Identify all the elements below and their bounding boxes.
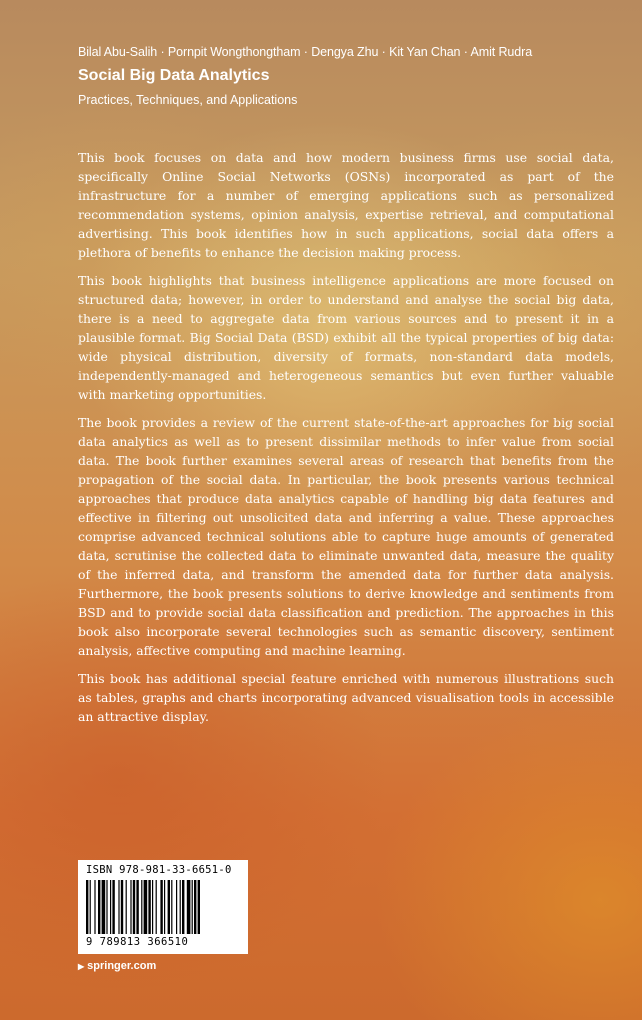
barcode-stripe — [180, 880, 181, 934]
barcode-stripe — [110, 880, 111, 934]
cover-header — [78, 45, 532, 107]
barcode-stripe — [182, 880, 184, 934]
authors: Bilal Abu-Salih · Pornpit Wongthongtham · Dengya Zhu · Kit Yan Chan · Amit Rudra — [78, 45, 533, 59]
barcode-stripe — [98, 880, 100, 934]
barcode-stripe — [187, 880, 191, 934]
publisher-website-link[interactable] — [78, 960, 156, 972]
barcode-stripe — [90, 880, 91, 934]
barcode-stripe — [118, 880, 119, 934]
barcode-stripe — [86, 880, 88, 934]
barcode-stripe — [144, 880, 148, 934]
barcode-stripe — [194, 880, 196, 934]
barcode-stripe — [94, 880, 95, 934]
isbn-label: ISBN 978-981-33-6651-0 — [86, 864, 232, 876]
barcode-bars — [86, 880, 240, 934]
barcode-stripe — [152, 880, 153, 934]
barcode-stripe — [102, 880, 106, 934]
description-paragraph: This book highlights that business intelligence applications are more focused on structured data; however, in order to understand and analyse the social big data, there is a need to aggregate data from various sources and to present it in a plausible format. Big Social Data (BSD) exhibit all the typical properties of big data: wide physical distribution, diversity of formats, non-standard data models, independently-managed and heterogeneous semantics but even further valuable with marketing opportunities. — [78, 273, 614, 402]
book-subtitle: Practices, Techniques, and Applications — [78, 93, 298, 107]
barcode-stripe — [176, 880, 177, 934]
barcode-stripe — [133, 880, 135, 934]
barcode-stripe — [130, 880, 131, 934]
barcode-stripe — [148, 880, 150, 934]
barcode-stripe — [192, 880, 193, 934]
description-paragraph: This book has additional special feature enriched with numerous illustrations such as tables, graphs and charts incorporating advanced visualisation tools in accessible an attractive display. — [78, 671, 614, 724]
barcode-stripe — [136, 880, 138, 934]
barcode-stripe — [198, 880, 200, 934]
book-description — [78, 148, 614, 735]
isbn-barcode — [78, 860, 248, 954]
description-paragraph: The book provides a review of the current state-of-the-art approaches for big social data analytics as well as to present dissimilar methods to infer value from social data. The book further examines several areas of research that benefits from the propagation of the social data. In particular, the book presents various technical approaches that produce data analytics capable of handling big data features and effective in filtering out unsolicited data and inferring a value. These approaches comprise advanced technical solutions able to capture huge amounts of generated data, scrutinise the collected data to eliminate unwanted data, measure the quality of the inferred data, and transform the amended data for further data analysis. Furthermore, the book presents solutions to derive knowledge and sentiments from BSD and to provide social data classification and prediction. The approaches in this book also incorporate several technologies such as semantic discovery, sentiment analysis, affective computing and machine learning. — [78, 415, 614, 658]
barcode-stripe — [171, 880, 172, 934]
barcode-stripe — [164, 880, 165, 934]
barcode-stripe — [156, 880, 157, 934]
website-text: springer.com — [87, 960, 157, 972]
barcode-stripe — [160, 880, 162, 934]
barcode-stripe — [168, 880, 170, 934]
barcode-stripe — [126, 880, 127, 934]
barcode-stripe — [112, 880, 114, 934]
barcode-stripe — [121, 880, 123, 934]
triangle-right-icon: ▶ — [78, 962, 85, 971]
barcode-stripe — [141, 880, 142, 934]
book-title: Social Big Data Analytics — [78, 67, 270, 84]
barcode-stripe — [106, 880, 107, 934]
description-paragraph: This book focuses on data and how modern business firms use social data, specifically Online Social Networks (OSNs) incorporated as part of the infrastructure for a number of emerging applications such as personalized recommendation systems, opinion analysis, expertise retrieval, and computational advertising. This book identifies how in such applications, social data offers a plethora of benefits to enhance the decision making process. — [78, 150, 614, 260]
barcode-number: 9 789813 366510 — [86, 936, 189, 948]
